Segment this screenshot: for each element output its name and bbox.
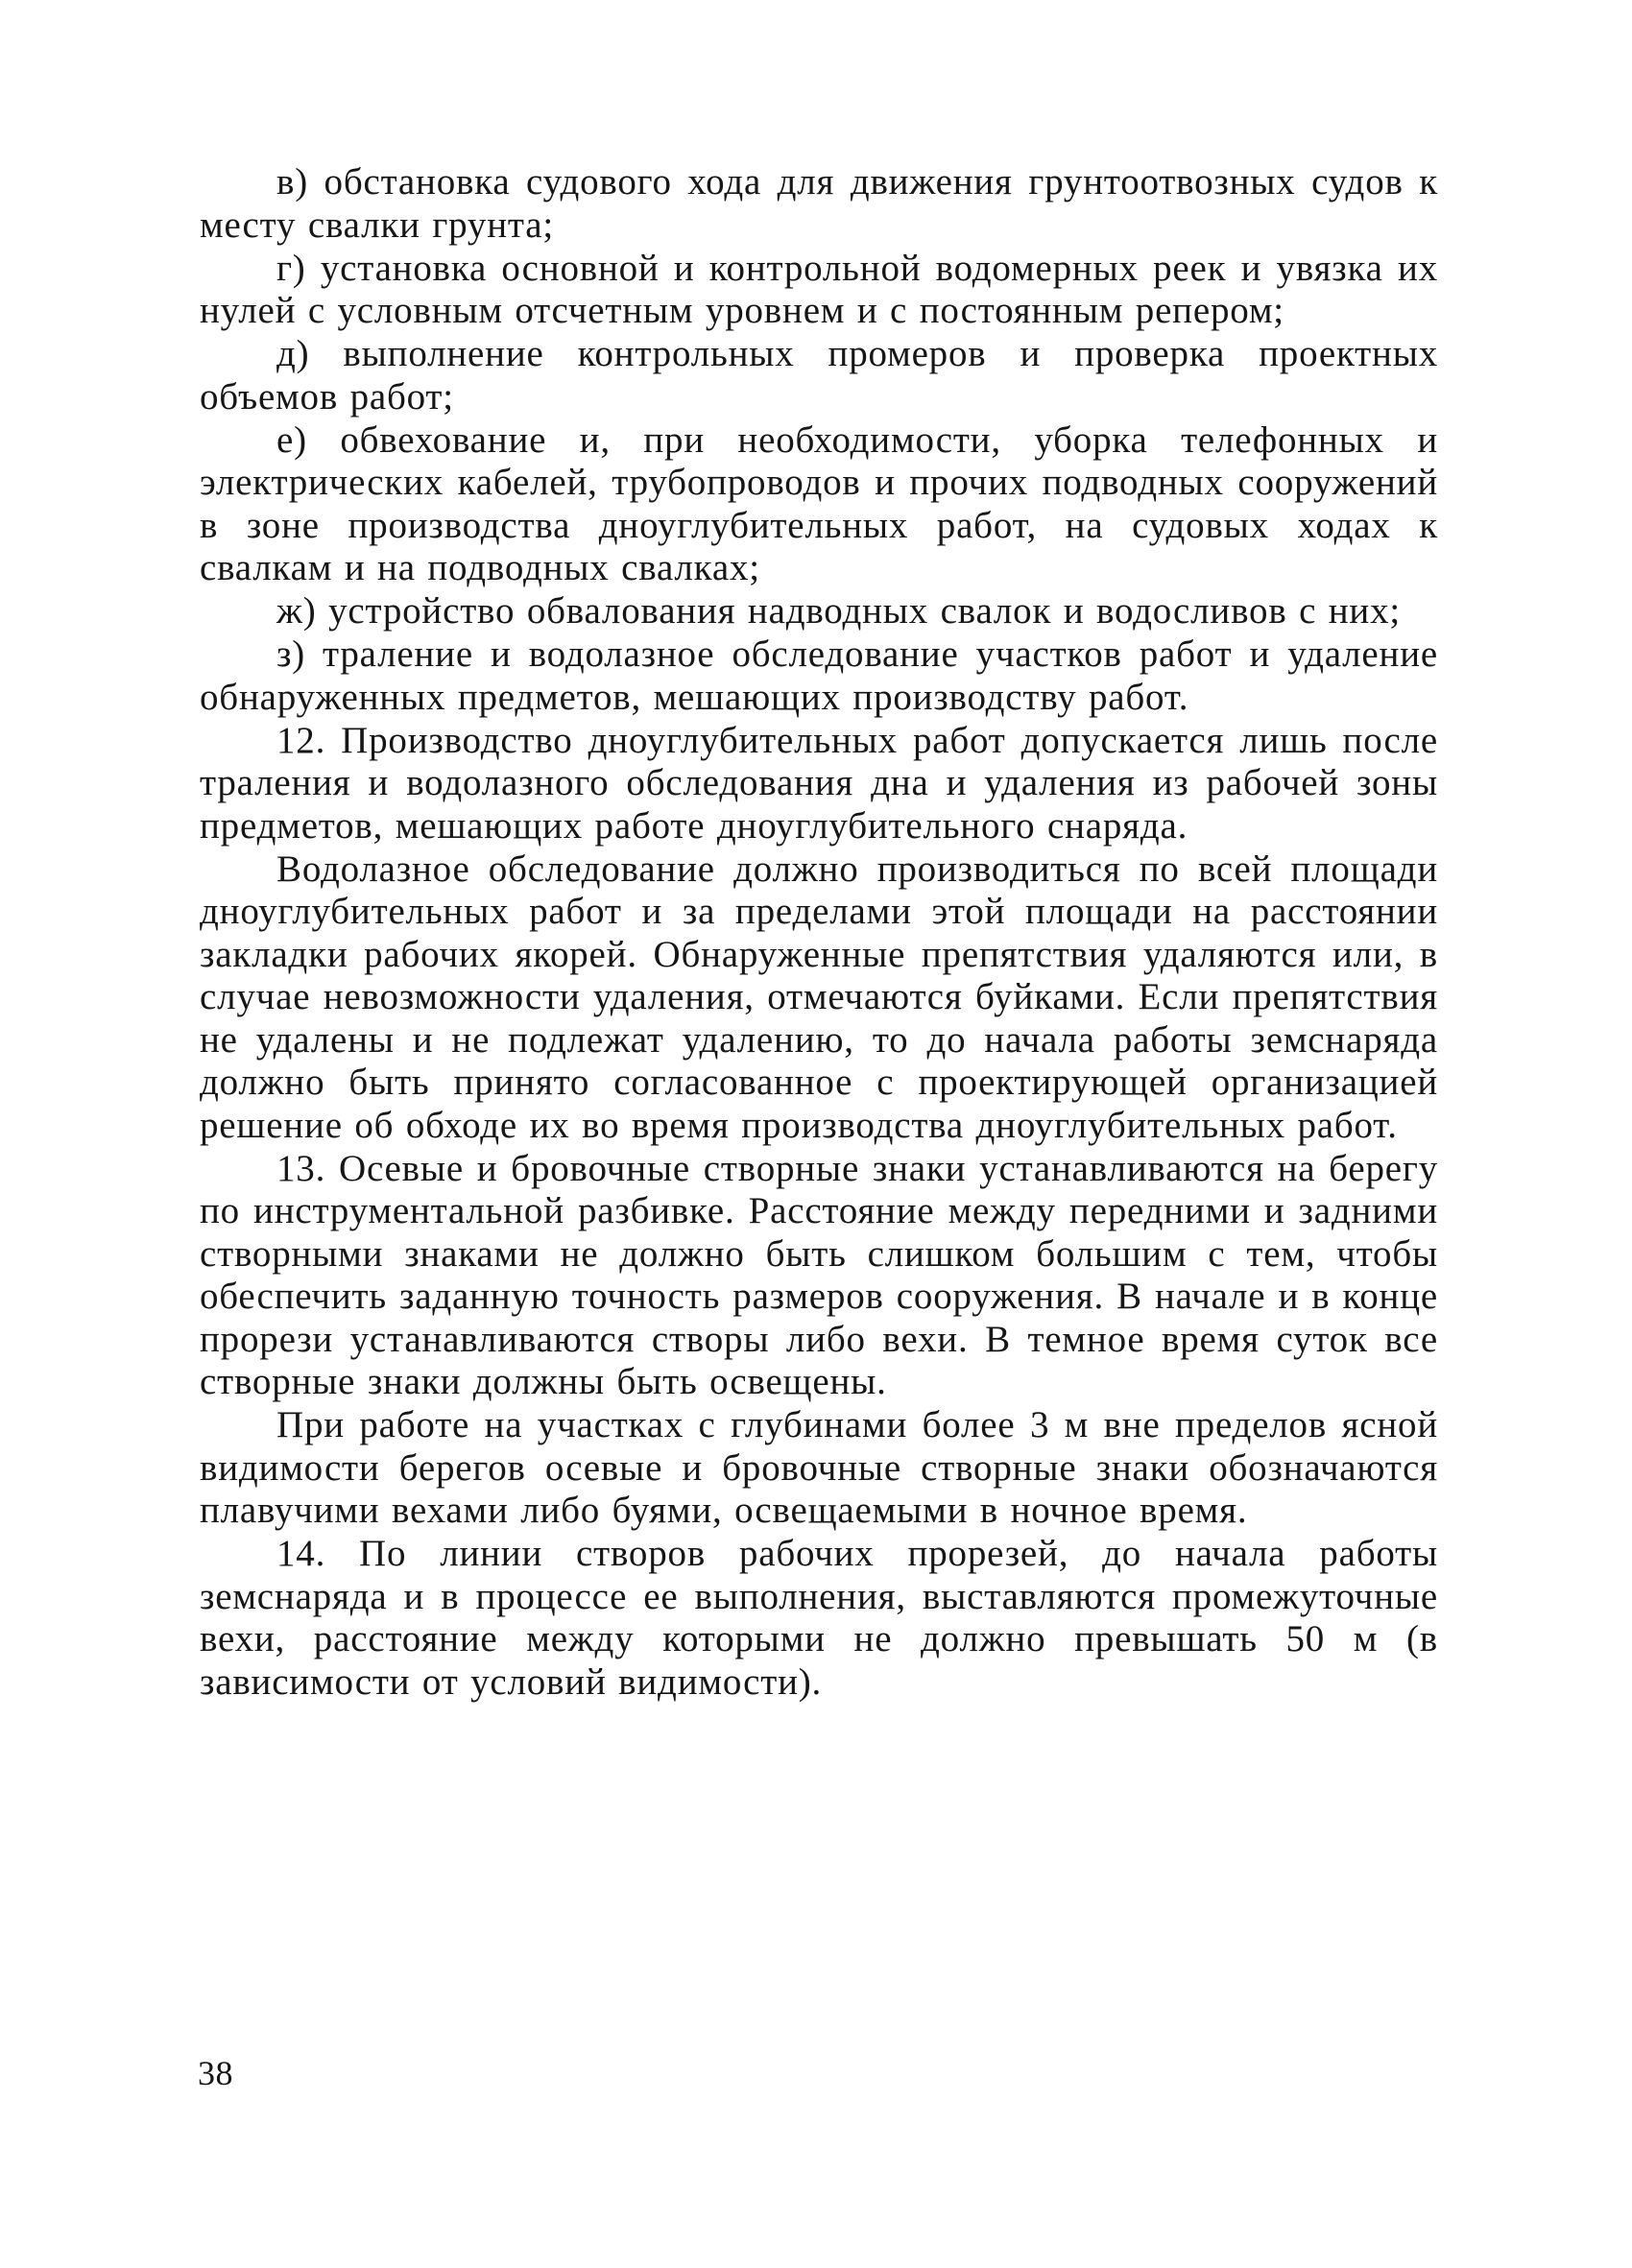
paragraph-diving-survey: Водолазное обследование должно производиться по всей площади дноуглубительных работ и за пределами этой площади на расстоянии закладки рабочих якорей. Обнаруженные препятствия удаляются или, в случае невозможности удаления, отмечаются буйками. Если препятствия не удалены и не подлежат удалению, то до начала работы земснаряда должно быть принято согласованное с проектирующей организацией решение об обходе их во время производства дноуглубительных работ. (200, 848, 1438, 1146)
paragraph-item-v: в) обстановка судового хода для движения грунтоотвозных судов к месту свалки грунта; (200, 161, 1438, 246)
paragraph-13: 13. Осевые и бровочные створные знаки устанавливаются на берегу по инструментальной разбивке. Расстояние между передними и задними створными знаками не должно быть слишком большим с тем, чтобы обеспечить заданную точность размеров сооружения. В начале и в конце прорези устанавливаются створы либо вехи. В темное время суток все створные знаки должны быть освещены. (200, 1147, 1438, 1402)
paragraph-item-g: г) установка основной и контрольной водомерных реек и увязка их нулей с условным отсчетным уровнем и с постоянным репером; (200, 247, 1438, 331)
paragraph-12: 12. Производство дноуглубительных работ допускается лишь после траления и водолазного обследования дна и удаления из рабочей зоны предметов, мешающих работе дноуглубительного снаряда. (200, 719, 1438, 847)
paragraph-14: 14. По линии створов рабочих прорезей, до начала работы земснаряда и в процессе ее выполнения, выставляются промежуточные вехи, расстояние между которыми не должно превышать 50 м (в зависимости от условий видимости). (200, 1533, 1438, 1703)
paragraph-item-zh: ж) устройство обвалования надводных свалок и водосливов с них; (276, 590, 1402, 632)
paragraph-item-d: д) выполнение контрольных промеров и проверка проектных объемов работ; (200, 333, 1438, 418)
page-number: 38 (198, 2054, 233, 2092)
paragraph-item-e: е) обвехование и, при необходимости, уборка телефонных и электрических кабелей, трубопроводов и прочих подводных сооружений в зоне производства дноуглубительных работ, на судовых ходах к свалкам и на подводных свалках; (200, 418, 1438, 588)
body-text (200, 161, 1438, 1705)
paragraph-depth-work: При работе на участках с глубинами более 3 м вне пределов ясной видимости берегов осевые и бровочные створные знаки обозначаются плавучими вехами либо буями, освещаемыми в ночное время. (200, 1404, 1438, 1531)
paragraph-item-z: з) траление и водолазное обследование участков работ и удаление обнаруженных предметов, мешающих производству работ. (200, 633, 1438, 718)
